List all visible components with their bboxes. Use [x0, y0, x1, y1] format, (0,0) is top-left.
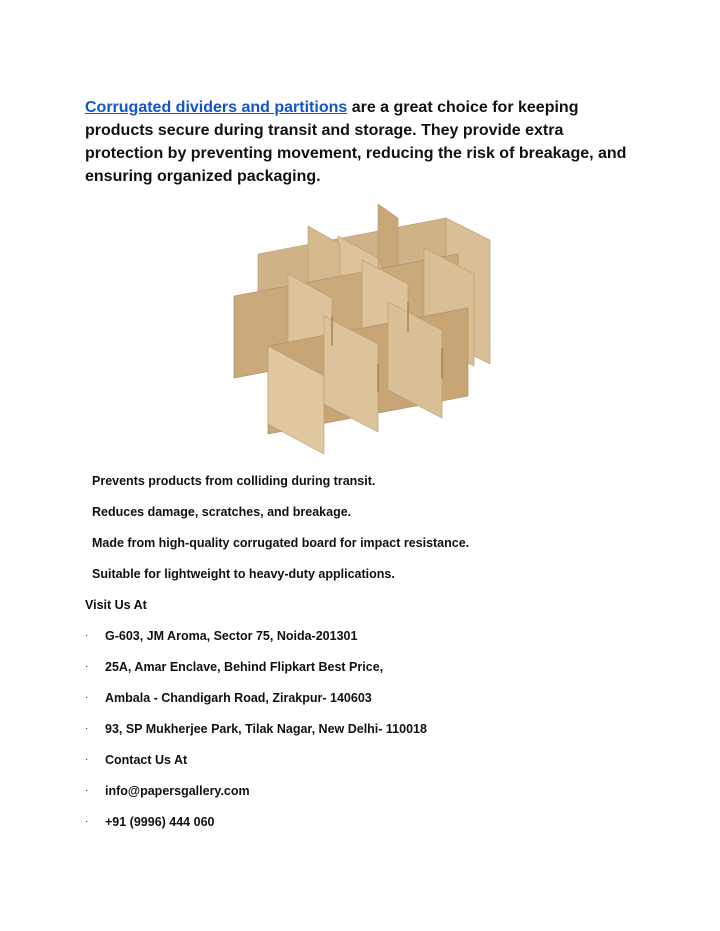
contact-line-text: 93, SP Mukherjee Park, Tilak Nagar, New Delhi- 110018: [105, 722, 427, 736]
contact-heading: Contact Us At: [105, 753, 188, 767]
bullet-icon: ·: [85, 661, 89, 672]
intro-paragraph: [85, 96, 645, 188]
contact-line: [85, 815, 214, 829]
contact-line: [85, 629, 357, 643]
contact-line: [85, 691, 372, 705]
bullet-icon: ·: [85, 754, 89, 765]
contact-line-text: 25A, Amar Enclave, Behind Flipkart Best Price,: [105, 660, 384, 674]
feature-item: Made from high-quality corrugated board for impact resistance.: [92, 536, 470, 550]
bullet-icon: ·: [85, 723, 89, 734]
intro-link[interactable]: Corrugated dividers and partitions: [85, 99, 348, 116]
contact-phone[interactable]: +91 (9996) 444 060: [105, 815, 215, 829]
bullet-icon: ·: [85, 816, 89, 827]
contact-email[interactable]: info@papersgallery.com: [105, 784, 250, 798]
contact-line: [85, 660, 383, 674]
contact-line-text: G-603, JM Aroma, Sector 75, Noida-201301: [105, 629, 358, 643]
visit-heading: Visit Us At: [85, 598, 147, 612]
feature-item: Suitable for lightweight to heavy-duty applications.: [92, 567, 395, 581]
feature-item: Reduces damage, scratches, and breakage.: [92, 505, 352, 519]
contact-line: [85, 784, 250, 798]
corrugated-divider-grid-image: [228, 196, 504, 458]
feature-item: Prevents products from colliding during transit.: [92, 474, 376, 488]
bullet-icon: ·: [85, 630, 89, 641]
bullet-icon: ·: [85, 785, 89, 796]
intro-text: are a great choice for keeping products secure during transit and storage. They provide extra protection by preventing movement, reducing the risk of breakage, and ensuring organized packaging.: [85, 99, 627, 185]
bullet-icon: ·: [85, 692, 89, 703]
contact-line: [85, 722, 427, 736]
contact-line-text: Ambala - Chandigarh Road, Zirakpur- 140603: [105, 691, 372, 705]
contact-line: [85, 753, 187, 767]
